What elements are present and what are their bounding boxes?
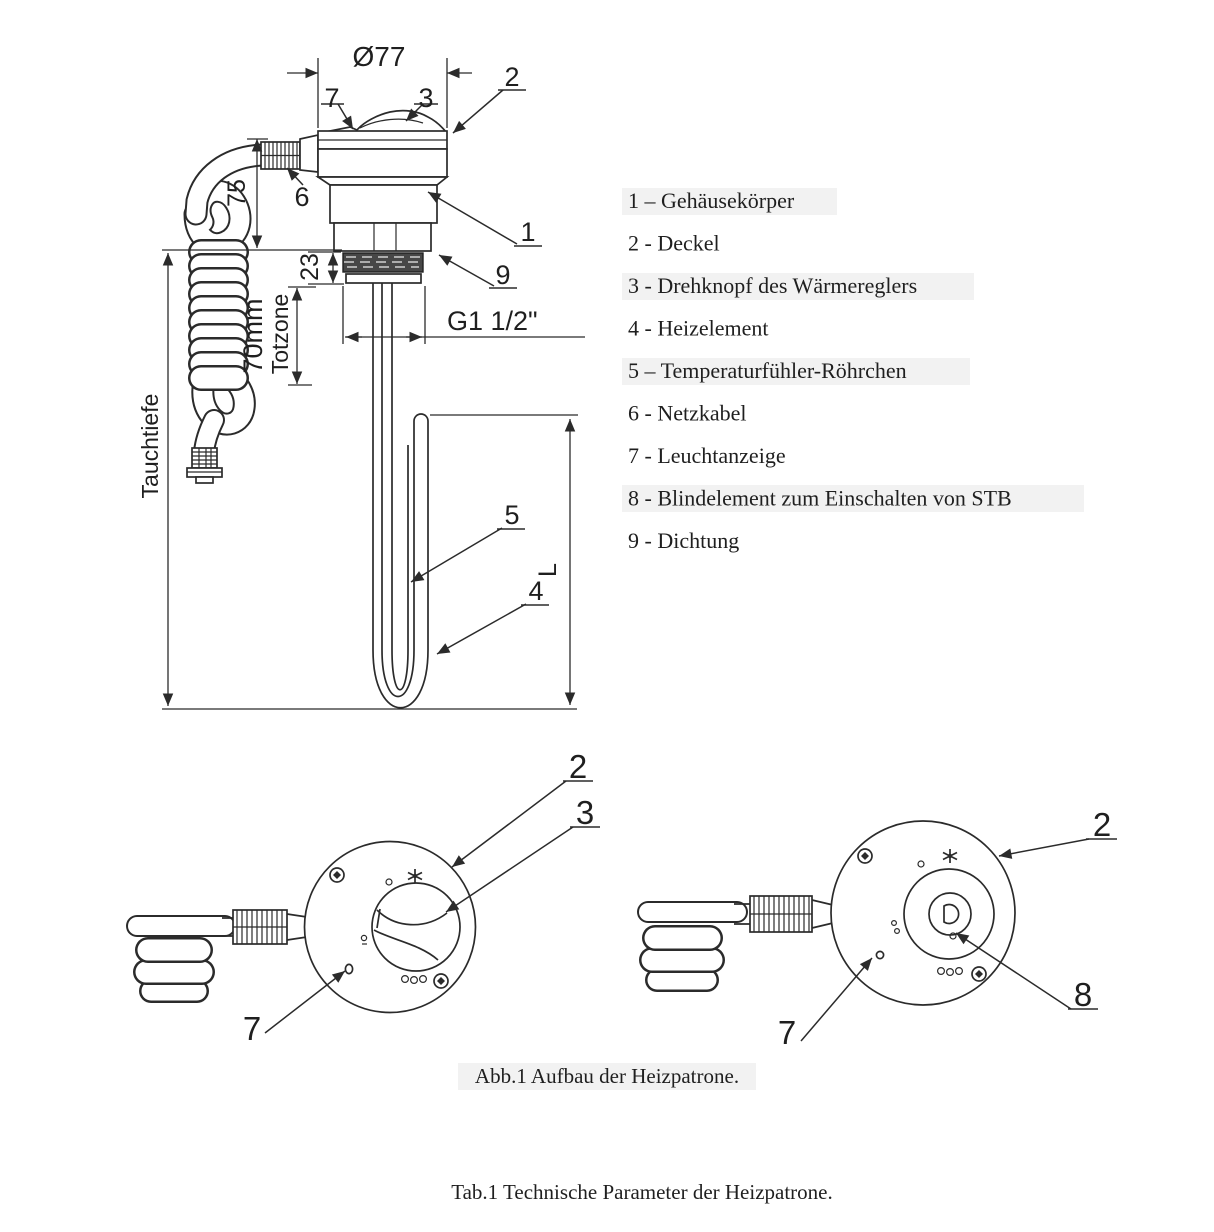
- plug-and-cable-right: [648, 896, 833, 980]
- callout-3-left-view: 3: [575, 794, 595, 831]
- dim-length-label: L: [534, 563, 562, 577]
- sensor-tube: [392, 283, 408, 690]
- callout-3: 3: [418, 83, 434, 113]
- callout-7-left-view: 7: [242, 1010, 262, 1047]
- callout-7: 7: [324, 83, 340, 113]
- thread-section: [343, 253, 423, 272]
- figure-caption: Abb.1 Aufbau der Heizpatrone.: [474, 1064, 740, 1088]
- heater-head: [318, 111, 447, 283]
- dim-deadzone: [238, 287, 316, 385]
- callout-7-right-view: 7: [777, 1014, 797, 1051]
- housing-upper: [318, 149, 447, 177]
- callout-5: 5: [504, 500, 520, 530]
- legend-item-6: 6 - Netzkabel: [628, 400, 747, 426]
- callout-8-right-view: 8: [1073, 976, 1093, 1013]
- dim-thread-height: [296, 252, 344, 284]
- legend-item-1: 1 – Gehäusekörper: [628, 188, 795, 213]
- cable-end-plug: [187, 448, 222, 483]
- callout-4: 4: [528, 576, 544, 606]
- cable-coil: [201, 252, 236, 378]
- dim-75-label: 75: [223, 179, 251, 207]
- thermostat-knob: [320, 111, 447, 133]
- legend-item-7: 7 - Leuchtanzeige: [628, 443, 786, 468]
- hex-nut: [334, 223, 431, 251]
- dim-23-label: 23: [296, 253, 324, 281]
- top-figure: [137, 41, 585, 709]
- legend-item-3: 3 - Drehknopf des Wärmereglers: [628, 273, 918, 298]
- legend-item-5: 5 – Temperaturfühler-Röhrchen: [628, 358, 907, 383]
- front-view-knob: [137, 748, 600, 1047]
- cover-face-blind: [831, 821, 1015, 1005]
- dim-diameter-label: Ø77: [352, 41, 406, 72]
- plug-and-cable-left: [137, 910, 307, 991]
- gasket-washer: [346, 274, 421, 283]
- dim-thread-size: [343, 286, 585, 344]
- cover-face: [305, 842, 476, 1013]
- callout-9: 9: [495, 260, 511, 290]
- callout-2: 2: [504, 62, 520, 92]
- dim-totzone-label: Totzone: [267, 293, 293, 375]
- legend-item-9: 9 - Dichtung: [628, 528, 740, 553]
- dim-thread-size-label: G1 1/2": [447, 306, 538, 336]
- legend-item-4: 4 - Heizelement: [628, 315, 769, 341]
- housing-body: [330, 185, 437, 223]
- legend-item-2: 2 - Deckel: [628, 230, 720, 256]
- dim-70mm-label: 70mm: [238, 298, 268, 374]
- callout-1: 1: [520, 217, 536, 247]
- heating-element-tube: [373, 283, 428, 708]
- callout-6: 6: [294, 182, 310, 212]
- legend-item-8: 8 - Blindelement zum Einschalten von STB: [628, 485, 1012, 511]
- table-caption: Tab.1 Technische Parameter der Heizpatrone.: [451, 1180, 833, 1204]
- dim-element-length: [534, 419, 570, 705]
- callout-2-right-view: 2: [1092, 806, 1112, 843]
- legend: [622, 188, 1084, 553]
- dim-immersion-depth: [137, 253, 168, 706]
- front-view-blind: [648, 806, 1117, 1051]
- dim-tauchtiefe-label: Tauchtiefe: [137, 393, 163, 499]
- callout-2-left-view: 2: [568, 748, 588, 785]
- cable-gland: [261, 135, 318, 172]
